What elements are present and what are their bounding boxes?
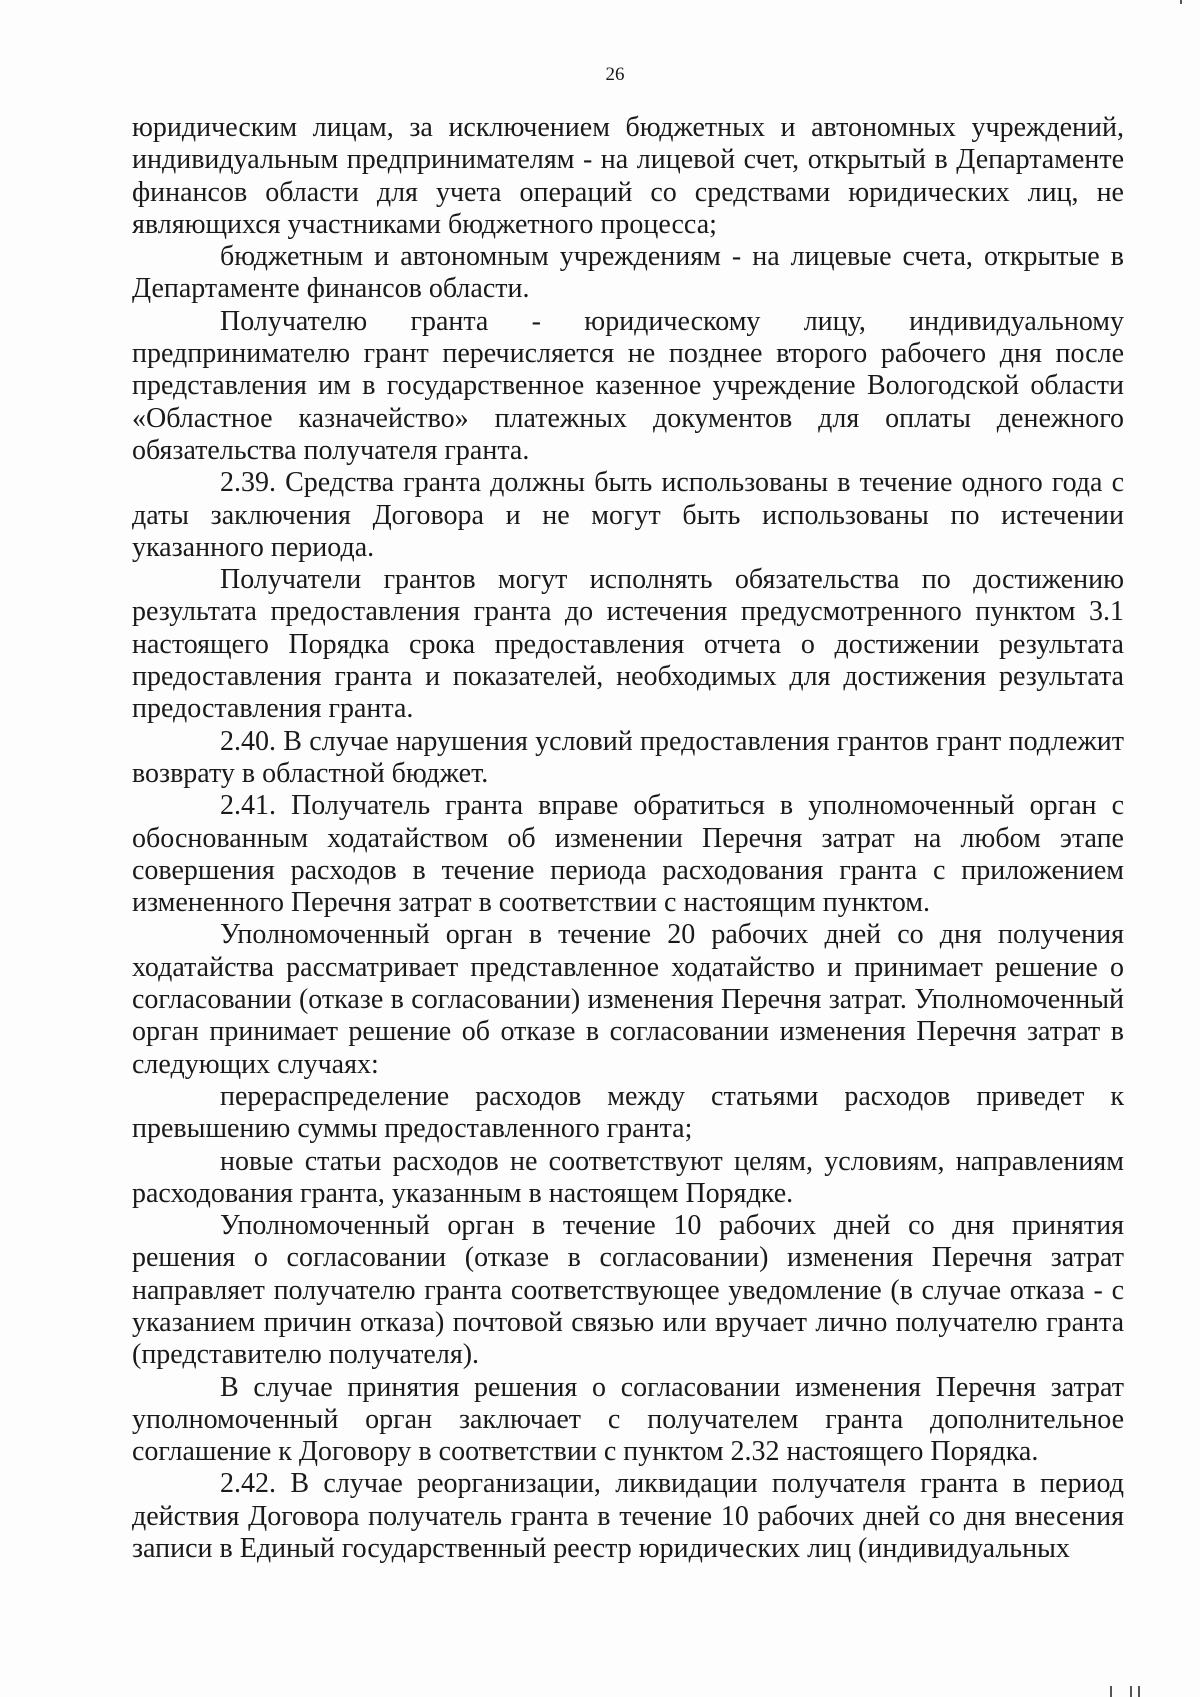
paragraph-2-39: 2.39. Средства гранта должны быть использованы в течение одного года с даты заключения Договора и не могут быть использованы по истечении указанного периода. bbox=[132, 467, 1124, 563]
paragraph-2-41: 2.41. Получатель гранта вправе обратиться в уполномоченный орган с обоснованным ходатайством об изменении Перечня затрат на любом этапе совершения расходов в течение периода расходования гранта с приложением измененного Перечня затрат в соответствии с настоящим пунктом. bbox=[132, 790, 1124, 919]
paragraph-2-42: 2.42. В случае реорганизации, ликвидации получателя гранта в период действия Договора получатель гранта в течение 10 рабочих дней со дня внесения записи в Единый государственный реестр юридических лиц (индивидуальных bbox=[132, 1468, 1124, 1565]
paragraph: В случае принятия решения о согласовании изменения Перечня затрат уполномоченный орган заключает с получателем гранта дополнительное соглашение к Договору в соответствии с пунктом 2.32 настоящего Порядка. bbox=[132, 1371, 1124, 1468]
scan-edge-mark bbox=[1130, 1686, 1132, 1697]
paragraph: Уполномоченный орган в течение 10 рабочих дней со дня принятия решения о согласовании (отказе в согласовании) изменения Перечня затрат направляет получателю гранта соответствующее уведомление (в случае отказа - с указанием причин отказа) почтовой связью или вручает лично получателю гранта (представителю получателя). bbox=[132, 1210, 1124, 1371]
paragraph: Получателю гранта - юридическому лицу, индивидуальному предпринимателю грант перечисляется не позднее второго рабочего дня после представления им в государственное казенное учреждение Вологодской области «Областное казначейство» платежных документов для оплаты денежного обязательства получателя гранта. bbox=[132, 305, 1124, 466]
page-number: 26 bbox=[605, 64, 625, 85]
paragraph: Получатели грантов могут исполнять обязательства по достижению результата предоставления гранта до истечения предусмотренного пунктом 3.1 настоящего Порядка срока предоставления отчета о достижении результата предоставления гранта и показателей, необходимых для достижения результата предоставления гранта. bbox=[132, 564, 1124, 725]
scan-edge-mark bbox=[1180, 0, 1182, 4]
paragraph: юридическим лицам, за исключением бюджетных и автономных учреждений, индивидуальным предпринимателям - на лицевой счет, открытый в Департаменте финансов области для учета операций со средствами юридических лиц, не являющихся участниками бюджетного процесса; bbox=[132, 112, 1124, 240]
paragraph: перераспределение расходов между статьями расходов приведет к превышению суммы предоставленного гранта; bbox=[132, 1080, 1124, 1145]
paragraph-2-40: 2.40. В случае нарушения условий предоставления грантов грант подлежит возврату в областной бюджет. bbox=[132, 725, 1124, 789]
paragraph: бюджетным и автономным учреждениям - на лицевые счета, открытые в Департаменте финансов области. bbox=[132, 241, 1124, 305]
paragraph: Уполномоченный орган в течение 20 рабочих дней со дня получения ходатайства рассматривает представленное ходатайство и принимает решение о согласовании (отказе в согласовании) изменения Перечня затрат. Уполномоченный орган принимает решение об отказе в согласовании изменения Перечня затрат в следующих случаях: bbox=[132, 919, 1124, 1080]
scan-edge-mark bbox=[1138, 1686, 1140, 1697]
document-body bbox=[132, 112, 1124, 1565]
paragraph: новые статьи расходов не соответствуют целям, условиям, направлениям расходования гранта, указанным в настоящем Порядке. bbox=[132, 1145, 1124, 1209]
scan-edge-mark bbox=[1110, 1686, 1112, 1697]
